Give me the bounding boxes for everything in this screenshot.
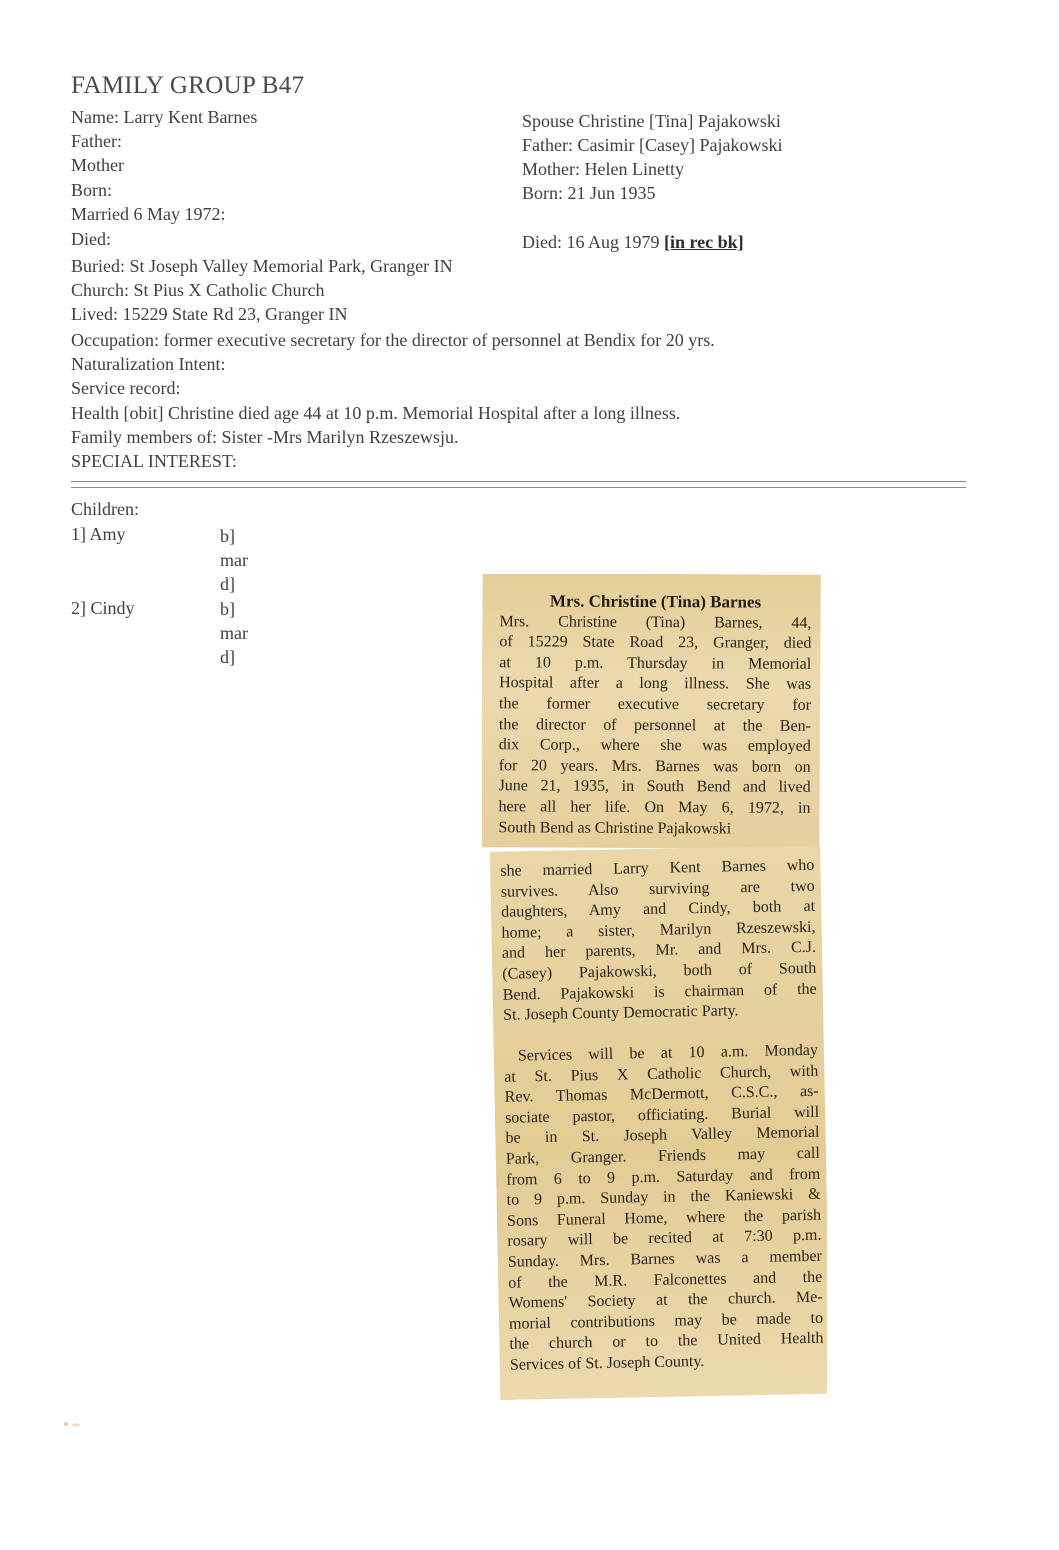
field-father: Father:	[71, 131, 122, 151]
clipping-line: survives. Also surviving are two	[500, 877, 815, 901]
field-occupation: Occupation: former executive secretary for the director of personnel at Bendix for 20 yrs.	[71, 330, 715, 350]
field-name: Name: Larry Kent Barnes	[71, 107, 258, 127]
clipping-line: of 15229 State Road 23, Granger, died	[499, 633, 812, 653]
child-born: b]	[220, 526, 235, 546]
child-name: 1] Amy	[71, 524, 126, 544]
obituary-clipping	[482, 574, 827, 1400]
clipping-headline: Mrs. Christine (Tina) Barnes	[549, 591, 762, 612]
field-spouse-father: Father: Casimir [Casey] Pajakowski	[522, 135, 783, 155]
clipping-line: the church or to the United Health	[509, 1330, 824, 1354]
child-married: mar	[220, 623, 248, 643]
clipping-line: morial contributions may be made to	[508, 1309, 824, 1333]
clipping-line: sociate pastor, officiating. Burial will	[504, 1103, 820, 1127]
clipping-line: rosary will be recited at 7:30 p.m.	[507, 1227, 822, 1251]
field-health: Health [obit] Christine died age 44 at 10 p.m. Memorial Hospital after a long illness.	[71, 403, 681, 423]
clipping-line: Sunday. Mrs. Barnes was a member	[507, 1247, 822, 1271]
clipping-line: for 20 years. Mrs. Barnes was born on	[498, 756, 811, 776]
field-special-interest: SPECIAL INTEREST:	[71, 451, 237, 471]
children-label: Children:	[71, 499, 139, 519]
field-spouse-mother: Mother: Helen Linetty	[522, 159, 684, 179]
field-buried: Buried: St Joseph Valley Memorial Park, Granger IN	[71, 256, 453, 276]
clipping-line: St. Joseph County Democratic Party.	[502, 1002, 739, 1024]
clipping-line: June 21, 1935, in South Bend and lived	[498, 777, 811, 797]
clipping-piece-top	[482, 574, 821, 849]
scan-specks	[62, 1419, 86, 1429]
clipping-line: here all her life. On May 6, 1972, in	[498, 798, 811, 817]
clipping-line: at St. Pius X Catholic Church, with	[504, 1062, 819, 1086]
field-spouse-born: Born: 21 Jun 1935	[522, 183, 656, 203]
clipping-line: and her parents, Mr. and Mrs. C.J.	[501, 939, 817, 963]
separator-rule	[71, 481, 966, 488]
field-died: Died:	[71, 229, 111, 249]
field-mother: Mother	[71, 155, 124, 175]
child-married: mar	[220, 550, 248, 570]
clipping-line: Services will be at 10 a.m. Monday	[517, 1041, 819, 1065]
clipping-line: of the M.R. Falconettes and the	[508, 1268, 823, 1292]
child-born: b]	[220, 599, 235, 619]
child-died: d]	[220, 647, 235, 667]
field-service-record: Service record:	[71, 378, 181, 398]
clipping-line: to 9 p.m. Sunday in the Kaniewski &	[506, 1185, 821, 1209]
clipping-line: (Casey) Pajakowski, both of South	[502, 959, 817, 983]
clipping-line: Sons Funeral Home, where the parish	[506, 1206, 822, 1230]
field-spouse: Spouse Christine [Tina] Pajakowski	[522, 111, 781, 131]
field-lived: Lived: 15229 State Rd 23, Granger IN	[71, 304, 348, 324]
field-naturalization: Naturalization Intent:	[71, 354, 226, 374]
field-born: Born:	[71, 180, 113, 200]
clipping-line: Rev. Thomas McDermott, C.S.C., as-	[504, 1082, 819, 1106]
clipping-line: home; a sister, Marilyn Rzeszewski,	[501, 918, 816, 942]
child-died: d]	[220, 574, 235, 594]
clipping-line: from 6 to 9 p.m. Saturday and from	[506, 1165, 821, 1189]
record-book-link[interactable]: [in rec bk]	[664, 232, 744, 252]
clipping-line: the director of personnel at the Ben-	[498, 715, 811, 735]
field-spouse-died	[522, 230, 744, 254]
clipping-line: the former executive secretary for	[498, 695, 812, 714]
clipping-line: Services of St. Joseph County.	[509, 1352, 705, 1374]
clipping-line: dix Corp., where she was employed	[498, 736, 811, 755]
clipping-line: Hospital after a long illness. She was	[499, 674, 812, 694]
field-church: Church: St Pius X Catholic Church	[71, 280, 325, 300]
clipping-line: Mrs. Christine (Tina) Barnes, 44,	[499, 612, 812, 632]
clipping-line: at 10 p.m. Thursday in Memorial	[499, 653, 812, 673]
field-married: Married 6 May 1972:	[71, 204, 226, 224]
clipping-line: South Bend as Christine Pajakowski	[498, 818, 732, 837]
spouse-died-text: Died: 16 Aug 1979	[522, 232, 664, 252]
clipping-line: Park, Granger. Friends may call	[505, 1144, 821, 1168]
clipping-line: Bend. Pajakowski is chairman of the	[502, 980, 817, 1004]
clipping-line: Womens' Society at the church. Me-	[508, 1288, 823, 1312]
page-title: FAMILY GROUP B47	[71, 72, 305, 99]
clipping-line: be in St. Joseph Valley Memorial	[505, 1124, 820, 1148]
clipping-line: she married Larry Kent Barnes who	[500, 856, 815, 880]
field-family-members: Family members of: Sister -Mrs Marilyn Rzeszewsju.	[71, 427, 459, 447]
clipping-piece-bottom	[490, 846, 827, 1400]
child-name: 2] Cindy	[71, 598, 135, 618]
clipping-line: daughters, Amy and Cindy, both at	[501, 897, 816, 921]
